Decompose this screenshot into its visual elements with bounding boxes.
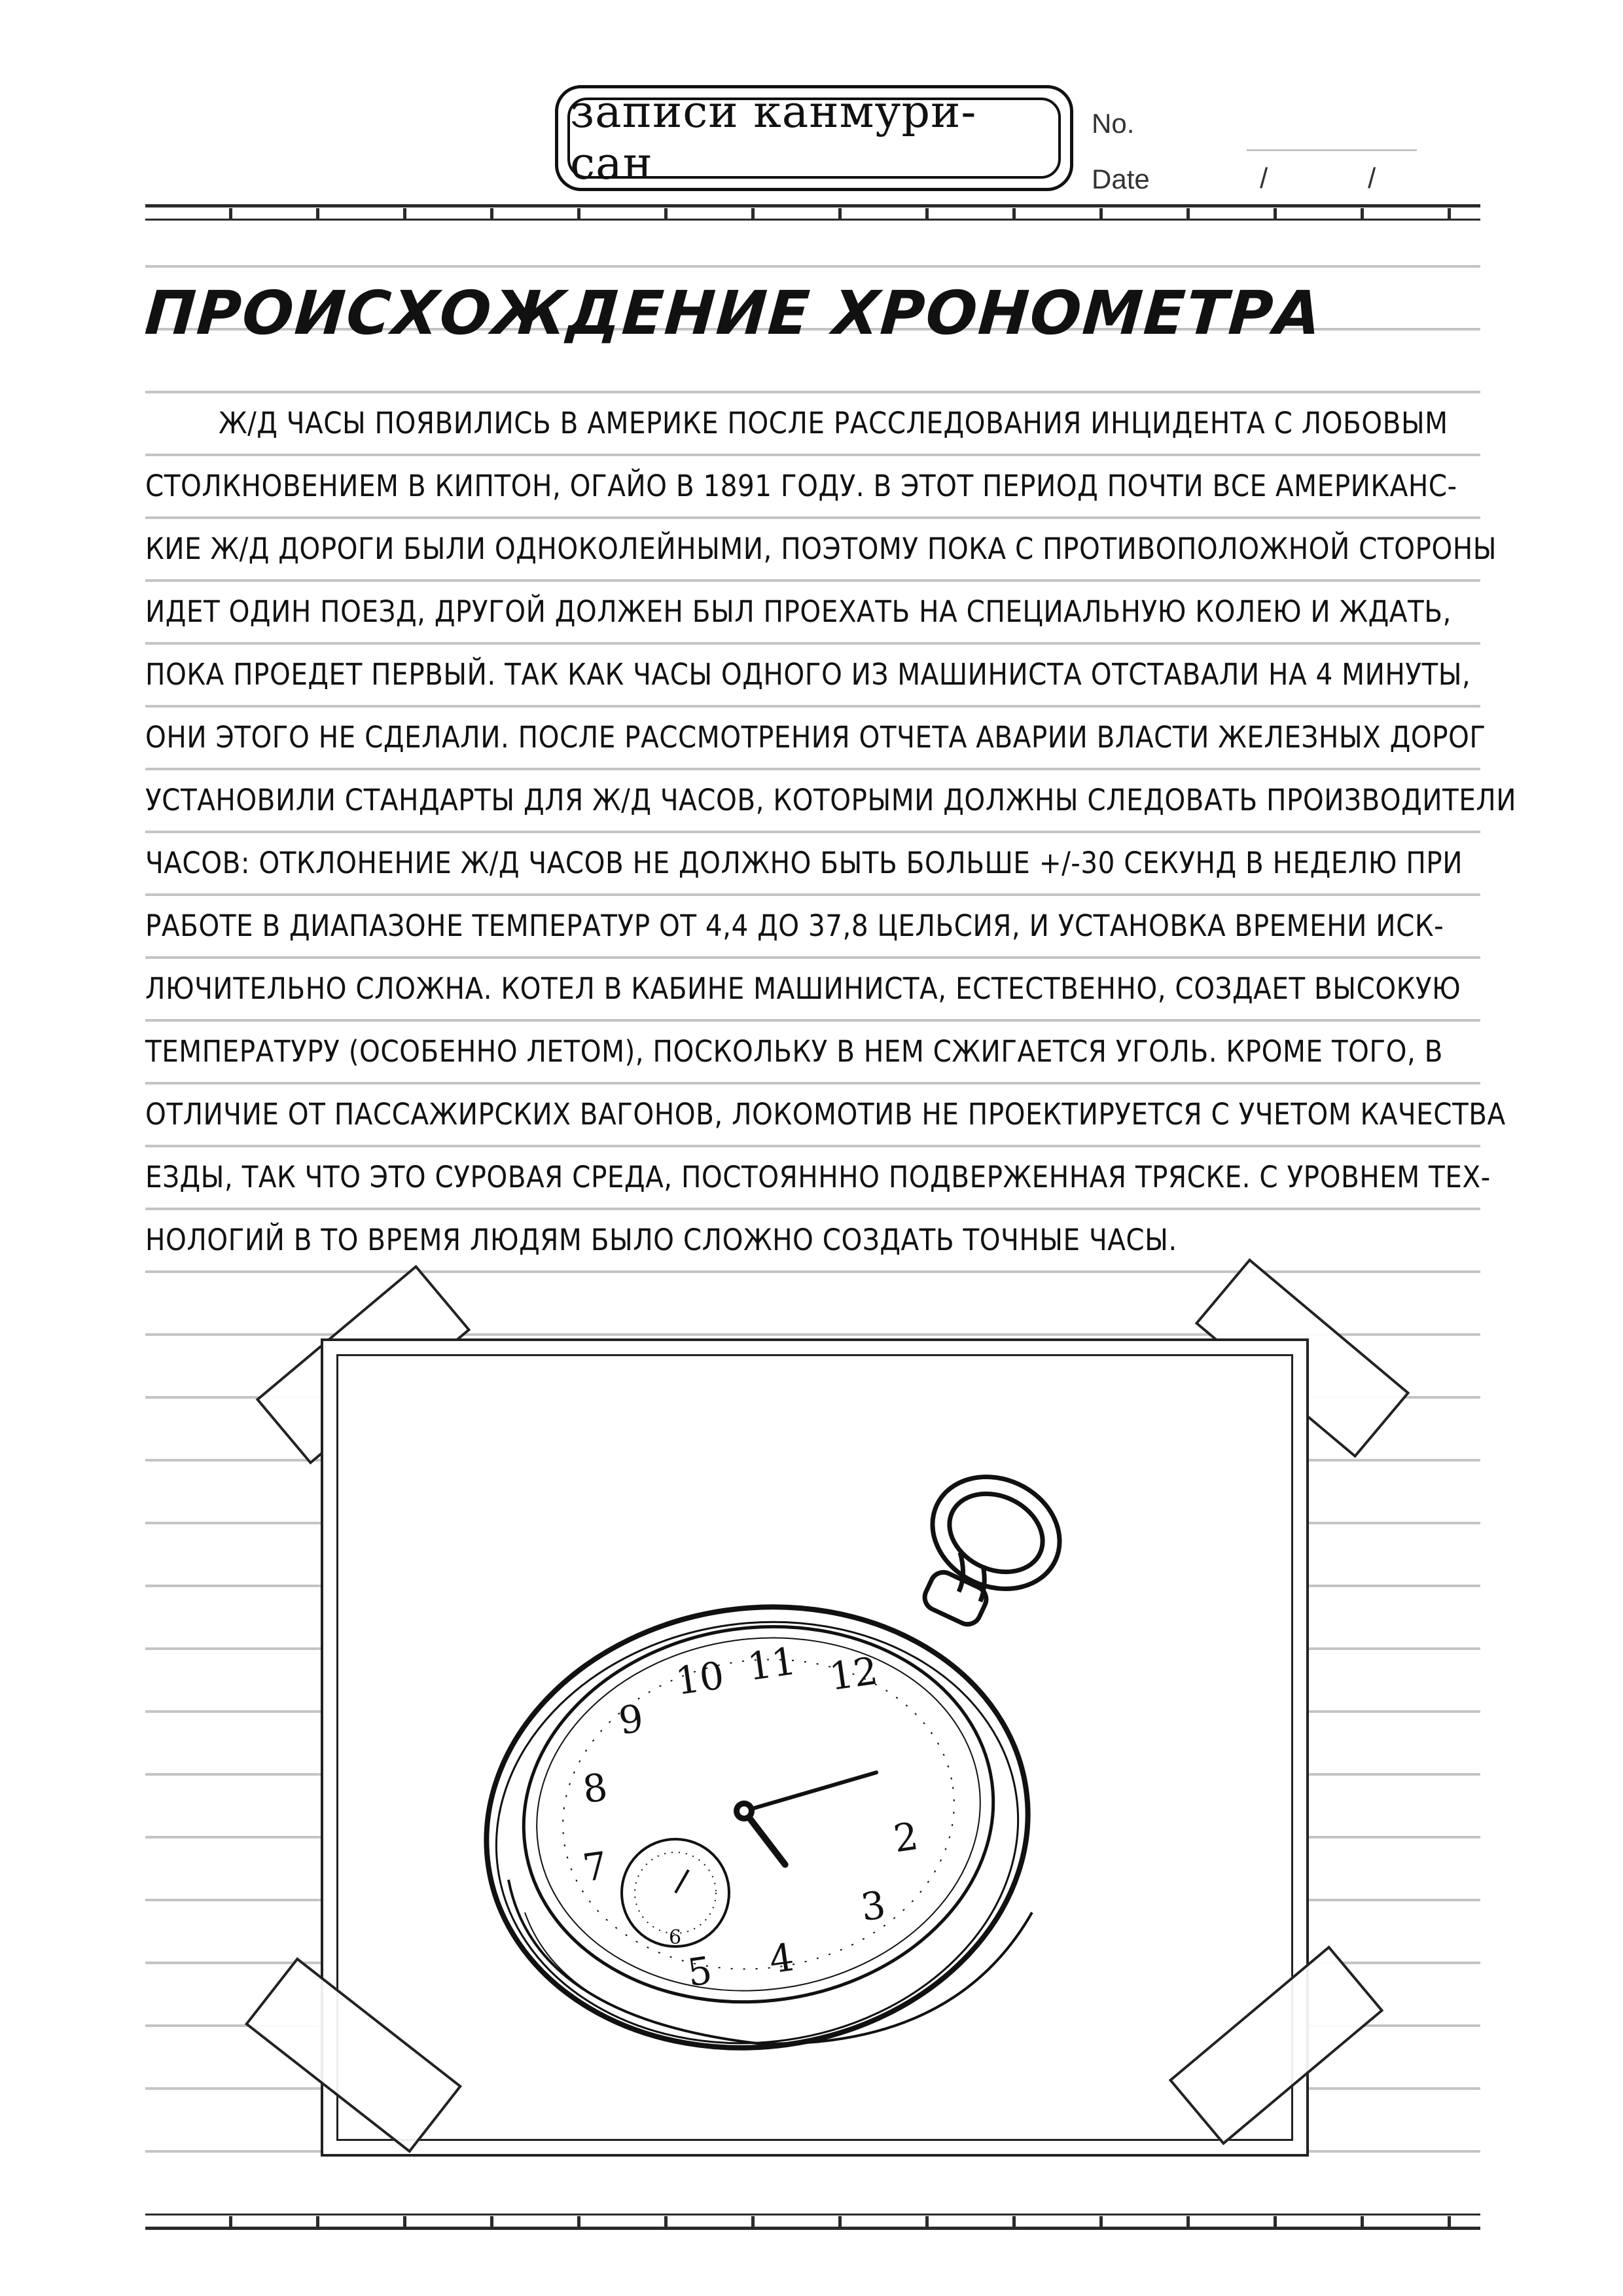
notebook-title-box xyxy=(555,85,1073,191)
text-line: ЕЗДЫ, ТАК ЧТО ЭТО СУРОВАЯ СРЕДА, ПОСТОЯНННО ПОДВЕРЖЕННАЯ ТРЯСКЕ. С УРОВНЕМ ТЕХ- xyxy=(145,1159,1491,1194)
text-line: ОНИ ЭТОГО НЕ СДЕЛАЛИ. ПОСЛЕ РАССМОТРЕНИЯ ОТЧЕТА АВАРИИ ВЛАСТИ ЖЕЛЕЗНЫХ ДОРОГ xyxy=(145,719,1486,755)
text-line: ОТЛИЧИЕ ОТ ПАССАЖИРСКИХ ВАГОНОВ, ЛОКОМОТИВ НЕ ПРОЕКТИРУЕТСЯ С УЧЕТОМ КАЧЕСТВА xyxy=(145,1096,1506,1132)
numeral-7: 7 xyxy=(580,1842,611,1891)
date-label: Date xyxy=(1092,164,1150,194)
numeral-11: 11 xyxy=(744,1638,799,1689)
subdial-label: 6 xyxy=(669,1926,682,1949)
text-line: ЛЮЧИТЕЛЬНО СЛОЖНА. КОТЕЛ В КАБИНЕ МАШИНИСТА, ЕСТЕСТВЕННО, СОЗДАЕТ ВЫСОКУЮ xyxy=(145,971,1461,1006)
text-line: ПОКА ПРОЕДЕТ ПЕРВЫЙ. ТАК КАК ЧАСЫ ОДНОГО ИЗ МАШИНИСТА ОТСТАВАЛИ НА 4 МИНУТЫ, xyxy=(145,656,1471,692)
footer-rule-bottom xyxy=(145,2227,1480,2230)
text-line: НОЛОГИЙ В ТО ВРЕМЯ ЛЮДЯМ БЫЛО СЛОЖНО СОЗДАТЬ ТОЧНЫЕ ЧАСЫ. xyxy=(145,1222,1177,1257)
pocket-watch-illustration xyxy=(338,1356,1296,2144)
footer-rule-top xyxy=(145,2214,1480,2215)
text-line: УСТАНОВИЛИ СТАНДАРТЫ ДЛЯ Ж/Д ЧАСОВ, КОТОРЫМИ ДОЛЖНЫ СЛЕДОВАТЬ ПРОИЗВОДИТЕЛИ xyxy=(145,782,1517,817)
header-rule-ticks xyxy=(145,208,1480,219)
numeral-10: 10 xyxy=(672,1653,727,1704)
text-line: Ж/Д ЧАСЫ ПОЯВИЛИСЬ В АМЕРИКЕ ПОСЛЕ РАССЛЕДОВАНИЯ ИНЦИДЕНТА С ЛОБОВЫМ xyxy=(219,405,1448,440)
number-underline xyxy=(1247,149,1417,151)
ruled-line xyxy=(145,265,1480,268)
text-line: ТЕМПЕРАТУРУ (ОСОБЕННО ЛЕТОМ), ПОСКОЛЬКУ В НЕМ СЖИГАЕТСЯ УГОЛЬ. КРОМЕ ТОГО, В xyxy=(145,1033,1443,1069)
numeral-9: 9 xyxy=(616,1695,647,1744)
text-line: СТОЛКНОВЕНИЕМ В КИПТОН, ОГАЙО В 1891 ГОДУ. В ЭТОТ ПЕРИОД ПОЧТИ ВСЕ АМЕРИКАНС- xyxy=(145,468,1457,503)
numeral-8: 8 xyxy=(580,1764,611,1812)
subsecond-dial xyxy=(622,1839,729,1949)
footer-rule-ticks xyxy=(145,2216,1480,2227)
numeral-5: 5 xyxy=(685,1947,715,1996)
numeral-3: 3 xyxy=(858,1882,889,1930)
watch-bow-icon xyxy=(914,1456,1079,1628)
text-line: РАБОТЕ В ДИАПАЗОНЕ ТЕМПЕРАТУР ОТ 4,4 ДО 37,8 ЦЕЛЬСИЯ, И УСТАНОВКА ВРЕМЕНИ ИСК- xyxy=(145,908,1444,943)
pocket-watch-photo xyxy=(321,1338,1309,2157)
second-hand xyxy=(675,1870,688,1893)
date-separator-1: / xyxy=(1260,162,1268,194)
numeral-12: 12 xyxy=(826,1648,881,1699)
number-label: No. xyxy=(1092,108,1135,139)
page-heading: ПРОИСХОЖДЕНИЕ ХРОНОМЕТРА xyxy=(143,278,1325,348)
text-line: ЧАСОВ: ОТКЛОНЕНИЕ Ж/Д ЧАСОВ НЕ ДОЛЖНО БЫТЬ БОЛЬШЕ +/-30 СЕКУНД В НЕДЕЛЮ ПРИ xyxy=(145,845,1463,880)
photo-inner-frame xyxy=(336,1354,1293,2141)
date-separator-2: / xyxy=(1368,162,1376,194)
numeral-2: 2 xyxy=(891,1813,921,1861)
minute-hand xyxy=(744,1772,876,1811)
text-line: КИЕ Ж/Д ДОРОГИ БЫЛИ ОДНОКОЛЕЙНЫМИ, ПОЭТОМУ ПОКА С ПРОТИВОПОЛОЖНОЙ СТОРОНЫ xyxy=(145,531,1497,566)
text-line: ИДЕТ ОДИН ПОЕЗД, ДРУГОЙ ДОЛЖЕН БЫЛ ПРОЕХАТЬ НА СПЕЦИАЛЬНУЮ КОЛЕЮ И ЖДАТЬ, xyxy=(145,594,1452,629)
header-rule-bottom xyxy=(145,219,1480,221)
header-rule-top xyxy=(145,204,1480,207)
notebook-title: записи канмури-сан xyxy=(567,98,1061,179)
numeral-4: 4 xyxy=(766,1934,797,1982)
